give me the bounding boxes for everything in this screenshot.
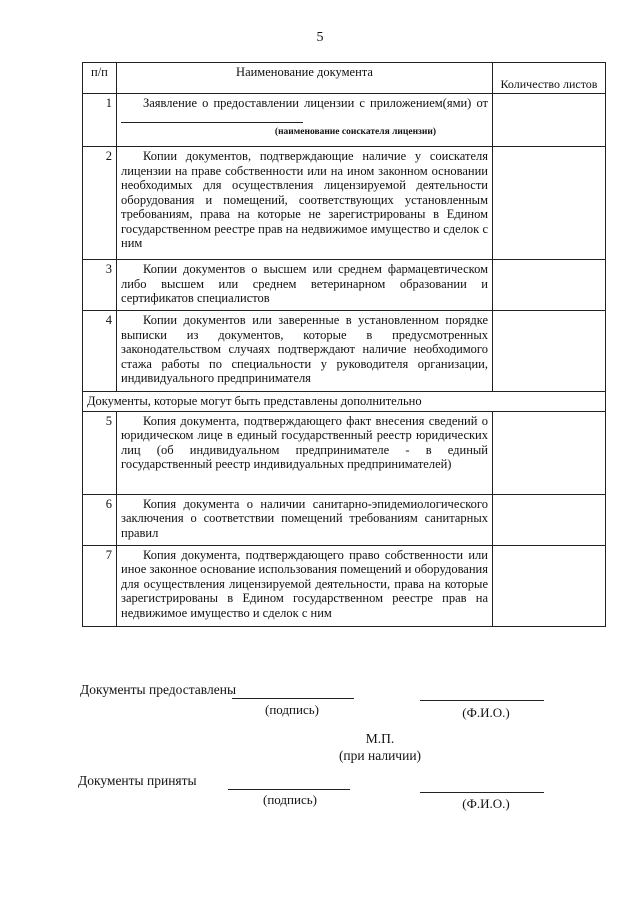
provided-name-caption: (Ф.И.О.) bbox=[462, 705, 510, 720]
row-text: Копия документа, подтверждающего факт внесения сведений о юридическом лице в единый государственный реестр юридических лиц (об индивидуальном предпринимателе - в единый государственный реестр индивидуальных предпринимателей) bbox=[117, 411, 493, 494]
row-sheet-count bbox=[493, 260, 606, 311]
section-title: Документы, которые могут быть представлены дополнительно bbox=[83, 392, 606, 412]
table-row bbox=[83, 545, 606, 626]
header-number: п/п bbox=[83, 63, 117, 94]
row-sheet-count bbox=[493, 545, 606, 626]
row-number: 2 bbox=[83, 147, 117, 260]
stamp-note: (при наличии) bbox=[338, 748, 422, 763]
row-sheet-count bbox=[493, 147, 606, 260]
table-row bbox=[83, 94, 606, 147]
row-text: Копии документов или заверенные в установленном порядке выписки из документов, которые в предусмотренных законодательством случаях подтверждают наличие необходимого стажа работы по специальности у руководителя организации, индивидуального предпринимателя bbox=[117, 311, 493, 392]
row-number: 7 bbox=[83, 545, 117, 626]
row-text bbox=[117, 94, 493, 147]
stamp-label: М.П. bbox=[365, 731, 395, 746]
accepted-name-caption: (Ф.И.О.) bbox=[462, 796, 510, 811]
row-text: Копия документа о наличии санитарно-эпидемиологического заключения о соответствии помещений требованиям санитарных правил bbox=[117, 494, 493, 545]
table-row bbox=[83, 494, 606, 545]
table-header-row bbox=[83, 63, 606, 94]
accepted-signature-line bbox=[228, 789, 350, 790]
row-text: Копии документов, подтверждающие наличие у соискателя лицензии на праве собственности или на ином законном основании необходимых для осуществления лицензируемой деятельности оборудования и помещений, соответствующих установленным требованиям, права на которые не зарегистрированы в Едином государственном реестре прав на недвижимое имущество и сделок с ним bbox=[117, 147, 493, 260]
documents-provided-label: Документы предоставлены bbox=[80, 682, 237, 697]
provided-signature-caption: (подпись) bbox=[265, 702, 319, 717]
provided-signature-line bbox=[232, 698, 354, 699]
row-number: 6 bbox=[83, 494, 117, 545]
section-row bbox=[83, 392, 606, 412]
accepted-signature-caption: (подпись) bbox=[263, 792, 317, 807]
provided-name-line bbox=[420, 700, 544, 701]
row-text: Копии документов о высшем или среднем фармацевтическом либо высшем или среднем ветеринарном образовании и сертификатов специалистов bbox=[117, 260, 493, 311]
row-number: 3 bbox=[83, 260, 117, 311]
applicant-name-caption: (наименование соискателя лицензии) bbox=[274, 127, 436, 137]
row-number: 5 bbox=[83, 411, 117, 494]
table-row bbox=[83, 311, 606, 392]
applicant-name-blank bbox=[121, 111, 303, 123]
table-row bbox=[83, 147, 606, 260]
table-row bbox=[83, 260, 606, 311]
row-sheet-count bbox=[493, 411, 606, 494]
row-sheet-count bbox=[493, 311, 606, 392]
row-number: 4 bbox=[83, 311, 117, 392]
row-sheet-count bbox=[493, 94, 606, 147]
row-sheet-count bbox=[493, 494, 606, 545]
documents-accepted-label: Документы приняты bbox=[78, 773, 197, 788]
header-document-name: Наименование документа bbox=[117, 63, 493, 94]
documents-table bbox=[82, 62, 606, 627]
page-number: 5 bbox=[316, 30, 324, 45]
row-text: Копия документа, подтверждающего право собственности или иное законное основание использования помещений и оборудования для осуществления лицензируемой деятельности, права на которые зарегистрированы в Едином государственном реестре прав на недвижимое имущество и сделок с ним bbox=[117, 545, 493, 626]
accepted-name-line bbox=[420, 792, 544, 793]
row-number: 1 bbox=[83, 94, 117, 147]
row-1-text: Заявление о предоставлении лицензии с приложением(ями) от bbox=[143, 96, 488, 110]
table-row bbox=[83, 411, 606, 494]
header-sheet-count: Количество листов bbox=[493, 63, 606, 94]
